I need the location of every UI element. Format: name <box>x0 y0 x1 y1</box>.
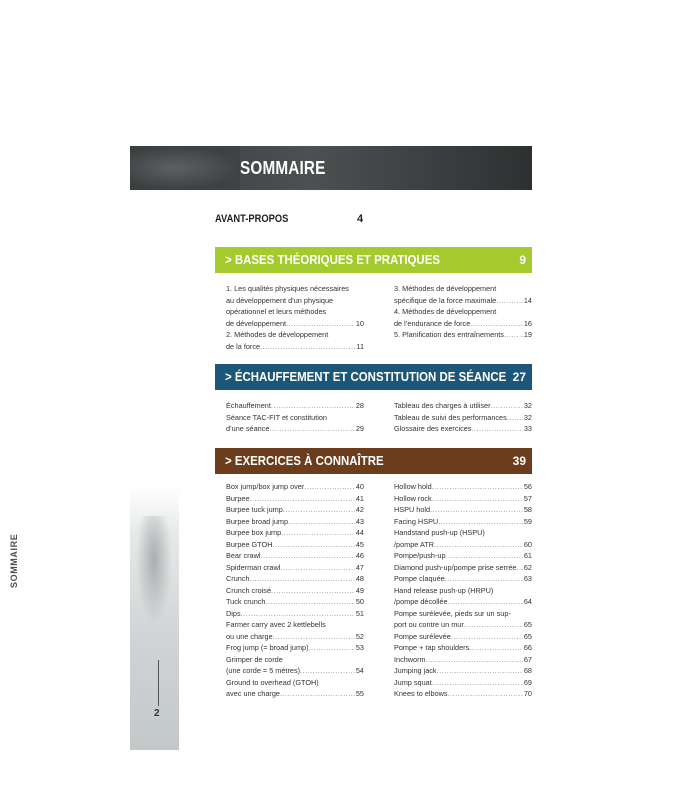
toc-leader-dots <box>471 423 522 435</box>
toc-entry <box>226 596 364 608</box>
toc-leader-dots <box>250 573 355 585</box>
toc-entry-page: 46 <box>355 551 364 560</box>
toc-entry-label: Burpee <box>226 493 250 503</box>
toc-leader-dots <box>445 573 523 585</box>
toc-entry-label: Glossaire des exercices <box>394 424 472 433</box>
toc-entry-label: Tuck crunch <box>226 597 266 606</box>
toc-entry-label: Crunch <box>226 574 250 583</box>
toc-entry-label: Dips <box>226 608 241 618</box>
toc-line: Ground to overhead (GTOH) <box>226 677 319 687</box>
toc-entry-page: 32 <box>523 401 532 410</box>
toc-entry-label: Burpee box jump <box>226 528 282 537</box>
toc-entry-label: Box jump/box jump over <box>226 482 305 491</box>
toc-entry-page: 47 <box>355 562 364 572</box>
toc-entry <box>394 550 532 562</box>
toc-entry <box>394 562 532 574</box>
toc-entry-label: Burpee GTOH <box>226 539 273 549</box>
toc-leader-dots <box>281 527 355 539</box>
toc-entry-page: 14 <box>523 295 532 305</box>
toc-column-left <box>226 283 364 352</box>
toc-entry <box>226 585 364 597</box>
toc-leader-dots <box>271 585 355 597</box>
toc-line: Pompe surélevée, pieds sur un sup- <box>394 608 511 618</box>
toc-entry-label: Tableau de suivi des performances <box>394 412 507 422</box>
toc-leader-dots <box>432 677 523 689</box>
toc-leader-dots <box>432 493 523 505</box>
toc-entry <box>394 516 532 528</box>
toc-entry <box>226 608 364 620</box>
toc-column-right <box>394 481 532 700</box>
toc-entry <box>394 573 532 585</box>
toc-entry-page: 43 <box>355 516 364 526</box>
toc-leader-dots <box>426 654 523 666</box>
toc-leader-dots <box>280 562 355 574</box>
toc-entry <box>226 642 364 654</box>
toc-entry <box>394 665 532 677</box>
toc-leader-dots <box>448 596 523 608</box>
toc-entry-page: 62 <box>523 562 532 572</box>
toc-entry <box>226 688 364 700</box>
toc-entry-label: HSPU hold <box>394 505 431 514</box>
toc-entry <box>226 516 364 528</box>
toc-column-right <box>394 283 532 341</box>
toc-entry-label: Knees to elbows <box>394 689 448 698</box>
toc-entry-label: Burpee broad jump <box>226 516 289 526</box>
toc-leader-dots <box>250 493 355 505</box>
toc-leader-dots <box>283 504 355 516</box>
toc-entry <box>226 665 364 677</box>
toc-entry <box>226 493 364 505</box>
toc-entry-page: 70 <box>523 689 532 698</box>
toc-entry-label: Hollow hold <box>394 482 432 491</box>
toc-entry <box>226 539 364 551</box>
toc-entry-label: Frog jump (= broad jump) <box>226 643 309 652</box>
toc-entry-page: 67 <box>523 654 532 664</box>
toc-entry-page: 33 <box>523 424 532 433</box>
page-number: 2 <box>154 708 160 719</box>
toc-entry-page: 68 <box>523 666 532 675</box>
toc-entry-label: Inchworm <box>394 654 426 664</box>
toc-entry <box>394 329 532 341</box>
toc-entry-label: Spiderman crawl <box>226 562 281 572</box>
toc-entry <box>394 677 532 689</box>
toc-entry-page: 69 <box>523 677 532 687</box>
toc-leader-dots <box>304 481 355 493</box>
toc-line: 2. Méthodes de développement <box>226 330 329 339</box>
toc-line: 1. Les qualités physiques nécessaires <box>226 284 349 293</box>
toc-entry <box>226 550 364 562</box>
toc-entry <box>394 688 532 700</box>
toc-entry-page: 65 <box>523 631 532 641</box>
toc-leader-dots <box>288 516 355 528</box>
toc-entry-label: d’une séance <box>226 424 270 433</box>
toc-entry-page: 50 <box>355 597 364 606</box>
toc-leader-dots <box>496 295 523 307</box>
toc-entry-page: 11 <box>356 341 364 351</box>
toc-entry-page: 53 <box>355 643 364 652</box>
toc-leader-dots <box>451 631 523 643</box>
toc-leader-dots <box>260 550 354 562</box>
toc-entry <box>394 504 532 516</box>
toc-leader-dots <box>446 550 523 562</box>
toc-entry <box>394 423 532 435</box>
section-title: > EXERCICES À CONNAÎTRE <box>225 453 384 468</box>
toc-entry-label: /pompe décollée <box>394 597 448 606</box>
toc-leader-dots <box>504 329 523 341</box>
toc-leader-dots <box>241 608 355 620</box>
toc-entry-label: Pompe surélevée <box>394 631 451 641</box>
toc-entry-label: de l’endurance de force <box>394 318 471 328</box>
toc-entry-label: port ou contre un mur <box>394 620 464 629</box>
toc-entry-page: 61 <box>523 551 532 560</box>
toc-entry <box>394 654 532 666</box>
toc-entry <box>394 400 532 412</box>
toc-entry-page: 51 <box>355 608 364 618</box>
toc-entry-page: 60 <box>523 539 532 549</box>
toc-entry-label: Pompe/push-up <box>394 551 446 560</box>
toc-entry-label: Crunch croisé <box>226 585 272 595</box>
toc-entry-label: Bear crawl <box>226 551 261 560</box>
page-title: SOMMAIRE <box>240 158 326 178</box>
toc-entry-label: Jumping jack <box>394 666 437 675</box>
toc-entry-label: 5. Planification des entraînements <box>394 330 504 339</box>
toc-entry-page: 28 <box>355 401 364 410</box>
toc-entry-page: 19 <box>523 330 532 339</box>
toc-leader-dots <box>434 539 523 551</box>
toc-line: Hand release push-up (HRPU) <box>394 585 494 595</box>
toc-line: 3. Méthodes de développement <box>394 284 497 293</box>
toc-column-left <box>226 400 364 435</box>
toc-entry-label: Facing HSPU <box>394 516 439 526</box>
toc-entry <box>394 596 532 608</box>
toc-entry-page: 40 <box>355 482 364 491</box>
toc-entry-page: 64 <box>523 597 532 606</box>
section-header-bases <box>215 247 532 273</box>
toc-entry-label: Hollow rock <box>394 493 432 503</box>
toc-entry <box>226 318 364 330</box>
toc-leader-dots <box>469 642 523 654</box>
section-page: 39 <box>512 454 526 468</box>
toc-line: 4. Méthodes de développement <box>394 307 497 316</box>
toc-column-left <box>226 481 364 700</box>
toc-entry <box>394 493 532 505</box>
toc-entry <box>226 562 364 574</box>
toc-entry-label: ou une charge <box>226 631 273 641</box>
sidebar-divider <box>158 660 159 706</box>
toc-leader-dots <box>269 423 354 435</box>
toc-entry-label: Pompe claquée <box>394 574 445 583</box>
toc-entry-label: /pompe ATR <box>394 539 435 549</box>
toc-entry <box>226 481 364 493</box>
toc-entry <box>226 341 364 353</box>
toc-entry-label: Jump squat <box>394 677 432 687</box>
toc-entry <box>394 412 532 424</box>
section-header-exercices <box>215 448 532 474</box>
toc-entry-page: 56 <box>523 482 532 491</box>
toc-entry <box>394 481 532 493</box>
section-page: 9 <box>519 253 526 267</box>
toc-leader-dots <box>273 631 355 643</box>
toc-entry <box>226 527 364 539</box>
toc-entry-page: 45 <box>355 539 364 549</box>
toc-entry-page: 65 <box>523 620 532 629</box>
toc-line: opérationnel et leurs méthodes <box>226 307 327 316</box>
toc-entry <box>226 423 364 435</box>
sidebar-figure-image <box>136 516 172 626</box>
toc-entry-page: 58 <box>523 505 532 514</box>
toc-line: Handstand push-up (HSPU) <box>394 528 485 537</box>
toc-leader-dots <box>437 665 523 677</box>
toc-leader-dots <box>470 318 523 330</box>
toc-leader-dots <box>430 504 523 516</box>
toc-leader-dots <box>448 688 523 700</box>
toc-leader-dots <box>260 341 355 353</box>
toc-entry <box>394 642 532 654</box>
section-header-echauffement <box>215 364 532 390</box>
avant-propos-page: 4 <box>357 213 364 225</box>
toc-entry-page: 52 <box>355 631 364 641</box>
toc-entry-page: 42 <box>355 505 364 514</box>
section-title: > ÉCHAUFFEMENT ET CONSTITUTION DE SÉANCE <box>225 369 507 384</box>
toc-entry-page: 32 <box>523 412 532 422</box>
toc-entry-label: Pompe + tap shoulders <box>394 643 470 652</box>
toc-leader-dots <box>507 412 523 424</box>
toc-leader-dots <box>271 400 355 412</box>
toc-entry-page: 63 <box>523 574 532 583</box>
toc-leader-dots <box>309 642 355 654</box>
toc-leader-dots <box>265 596 354 608</box>
toc-entry-page: 29 <box>355 424 364 433</box>
toc-leader-dots <box>300 665 355 677</box>
toc-entry-label: (une corde = 5 mètres) <box>226 666 301 675</box>
toc-entry-label: spécifique de la force maximale <box>394 295 497 305</box>
toc-entry-page: 16 <box>523 318 532 328</box>
toc-entry-label: Échauffement <box>226 401 271 410</box>
toc-entry-page: 59 <box>523 516 532 526</box>
toc-entry-label: Tableau des charges à utiliser <box>394 401 491 410</box>
toc-entry-page: 49 <box>355 585 364 595</box>
toc-entry-label: avec une charge <box>226 689 280 698</box>
toc-leader-dots <box>464 619 523 631</box>
toc-entry-page: 48 <box>355 574 364 583</box>
section-page: 27 <box>512 370 526 384</box>
toc-line: au développement d’un physique <box>226 295 334 305</box>
toc-leader-dots <box>286 318 355 330</box>
toc-leader-dots <box>280 688 355 700</box>
sommaire-header-band <box>130 146 532 190</box>
toc-line: Grimper de corde <box>226 654 283 664</box>
toc-entry <box>394 539 532 551</box>
toc-leader-dots <box>438 516 523 528</box>
toc-entry-label: de développement <box>226 318 287 328</box>
toc-line: Farmer carry avec 2 kettlebells <box>226 620 326 629</box>
toc-entry <box>394 619 532 631</box>
toc-entry-label: Burpee tuck jump <box>226 505 283 514</box>
toc-entry-page: 55 <box>355 689 364 698</box>
toc-entry-label: de la force <box>226 341 261 351</box>
toc-line: Séance TAC-FIT et constitution <box>226 412 327 422</box>
toc-leader-dots <box>273 539 355 551</box>
toc-entry <box>226 573 364 585</box>
header-photo-texture <box>130 146 240 190</box>
sidebar-label: SOMMAIRE <box>9 533 19 588</box>
section-title: > BASES THÉORIQUES ET PRATIQUES <box>225 252 440 267</box>
toc-leader-dots <box>432 481 523 493</box>
toc-leader-dots <box>491 400 523 412</box>
toc-column-right <box>394 400 532 435</box>
toc-entry-page: 44 <box>355 528 364 537</box>
avant-propos-label: AVANT-PROPOS <box>215 213 289 225</box>
toc-entry-label: Diamond push-up/pompe prise serrée <box>394 562 517 572</box>
toc-entry-page: 10 <box>355 318 364 328</box>
toc-entry <box>394 295 532 307</box>
toc-entry <box>226 400 364 412</box>
toc-entry <box>226 504 364 516</box>
toc-entry-page: 66 <box>523 643 532 652</box>
toc-entry <box>394 631 532 643</box>
toc-entry <box>226 631 364 643</box>
toc-entry <box>394 318 532 330</box>
toc-entry-page: 54 <box>355 666 364 675</box>
toc-entry-page: 41 <box>355 493 364 503</box>
toc-entry-page: 57 <box>523 493 532 503</box>
